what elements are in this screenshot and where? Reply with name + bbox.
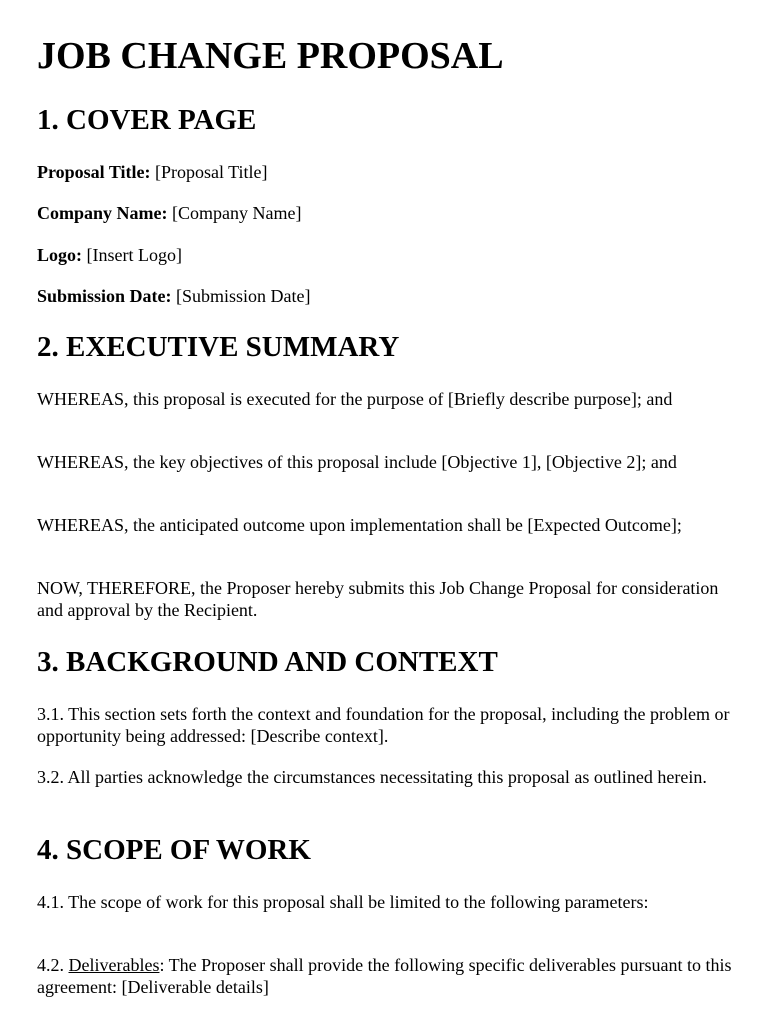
deliverables-number: 4.2. bbox=[37, 955, 69, 975]
summary-paragraph-3: WHEREAS, the anticipated outcome upon implementation shall be [Expected Outcome]; bbox=[37, 515, 682, 535]
submission-date-label: Submission Date: bbox=[37, 286, 172, 306]
proposal-title-value: [Proposal Title] bbox=[150, 162, 268, 182]
logo-field bbox=[37, 244, 737, 266]
company-name-field bbox=[37, 202, 737, 224]
summary-paragraph-1: WHEREAS, this proposal is executed for the purpose of [Briefly describe purpose]; and bbox=[37, 389, 673, 409]
executive-summary-heading: 2. EXECUTIVE SUMMARY bbox=[37, 331, 400, 363]
scope-paragraph-1: 4.1. The scope of work for this proposal shall be limited to the following parameters: bbox=[37, 892, 649, 912]
deliverables-term: Deliverables bbox=[68, 955, 160, 975]
company-name-label: Company Name: bbox=[37, 203, 168, 223]
background-paragraph-2: 3.2. All parties acknowledge the circumstances necessitating this proposal as outlined herein. bbox=[37, 767, 707, 787]
company-name-value: [Company Name] bbox=[167, 203, 302, 223]
cover-page-heading: 1. COVER PAGE bbox=[37, 104, 257, 136]
logo-label: Logo: bbox=[37, 245, 82, 265]
scope-of-work-heading: 4. SCOPE OF WORK bbox=[37, 834, 311, 866]
summary-paragraph-4: NOW, THEREFORE, the Proposer hereby submits this Job Change Proposal for consideration and approval by the Recipient. bbox=[37, 578, 719, 620]
document-title: JOB CHANGE PROPOSAL bbox=[37, 35, 504, 77]
background-heading: 3. BACKGROUND AND CONTEXT bbox=[37, 646, 498, 678]
scope-paragraph-2 bbox=[37, 954, 737, 998]
logo-value: [Insert Logo] bbox=[82, 245, 182, 265]
submission-date-value: [Submission Date] bbox=[171, 286, 311, 306]
deliverables-text: : The Proposer shall provide the following specific deliverables pursuant to this agreement: [Deliverable details] bbox=[37, 955, 732, 997]
background-paragraph-1: 3.1. This section sets forth the context and foundation for the proposal, including the problem or opportunity being addressed: [Describe context]. bbox=[37, 704, 730, 746]
proposal-title-field bbox=[37, 161, 737, 183]
submission-date-field bbox=[37, 285, 737, 307]
proposal-title-label: Proposal Title: bbox=[37, 162, 151, 182]
summary-paragraph-2: WHEREAS, the key objectives of this proposal include [Objective 1], [Objective 2]; and bbox=[37, 452, 677, 472]
